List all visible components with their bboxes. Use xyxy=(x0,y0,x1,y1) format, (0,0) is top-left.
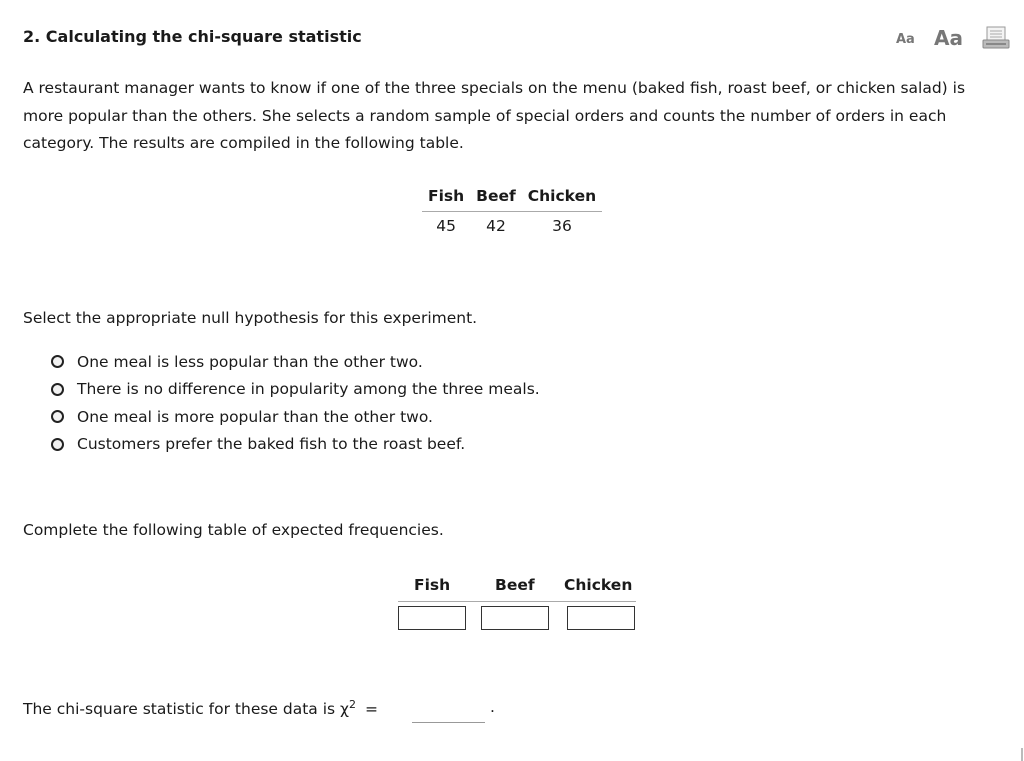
option-label: There is no difference in popularity among the three meals. xyxy=(77,380,540,399)
null-hypothesis-prompt: Select the appropriate null hypothesis for this experiment. xyxy=(23,309,478,327)
expected-beef-input[interactable] xyxy=(481,606,549,630)
option-label: One meal is less popular than the other two. xyxy=(77,352,423,371)
option-label: Customers prefer the baked fish to the roast beef. xyxy=(77,435,466,454)
radio-button[interactable] xyxy=(51,410,64,423)
option-label: One meal is more popular than the other two. xyxy=(77,407,433,426)
question-title xyxy=(23,27,362,46)
observed-value-chicken: 36 xyxy=(552,217,572,235)
chi-square-period: . xyxy=(490,698,495,716)
observed-header-row xyxy=(422,185,602,212)
option-less-popular[interactable] xyxy=(51,348,540,376)
observed-value-fish: 45 xyxy=(436,217,456,235)
expected-header-divider xyxy=(398,601,636,602)
decrease-font-button[interactable]: Aa xyxy=(896,32,915,47)
observed-value-beef: 42 xyxy=(486,217,506,235)
expected-frequencies-prompt: Complete the following table of expected frequencies. xyxy=(23,521,444,539)
expected-header-beef: Beef xyxy=(495,576,535,594)
option-prefer-fish[interactable] xyxy=(51,431,540,459)
expected-header-row xyxy=(398,576,638,604)
expected-header-fish: Fish xyxy=(414,576,451,594)
chi-square-label xyxy=(23,698,378,718)
observed-value-row xyxy=(422,212,602,236)
problem-intro: A restaurant manager wants to know if one of the three specials on the menu (baked fish, roast beef, or chicken salad) is more popular than the others. She selects a random sample of special orders and counts the number of orders in each category. The results are compiled in the following table. xyxy=(23,79,966,152)
chi-square-input[interactable] xyxy=(412,702,485,723)
expected-header-chicken: Chicken xyxy=(564,576,633,594)
radio-button[interactable] xyxy=(51,438,64,451)
observed-header-fish: Fish xyxy=(422,185,470,212)
null-hypothesis-options xyxy=(51,348,540,458)
question-title-text: Calculating the chi-square statistic xyxy=(45,27,362,46)
expected-chicken-input[interactable] xyxy=(567,606,635,630)
option-more-popular[interactable] xyxy=(51,403,540,431)
chi-square-equals: = xyxy=(364,700,378,719)
chi-square-superscript: 2 xyxy=(349,698,356,711)
scroll-edge-mark xyxy=(1021,748,1023,761)
observed-frequency-table xyxy=(422,185,602,235)
option-no-difference[interactable] xyxy=(51,376,540,404)
question-number: 2. xyxy=(23,27,41,46)
radio-button[interactable] xyxy=(51,355,64,368)
observed-header-beef: Beef xyxy=(470,185,522,212)
increase-font-button[interactable]: Aa xyxy=(934,26,963,50)
chi-square-text: The chi-square statistic for these data is χ xyxy=(23,700,349,719)
expected-fish-input[interactable] xyxy=(398,606,466,630)
print-icon[interactable] xyxy=(982,26,1010,54)
observed-header-chicken: Chicken xyxy=(522,185,602,212)
radio-button[interactable] xyxy=(51,383,64,396)
